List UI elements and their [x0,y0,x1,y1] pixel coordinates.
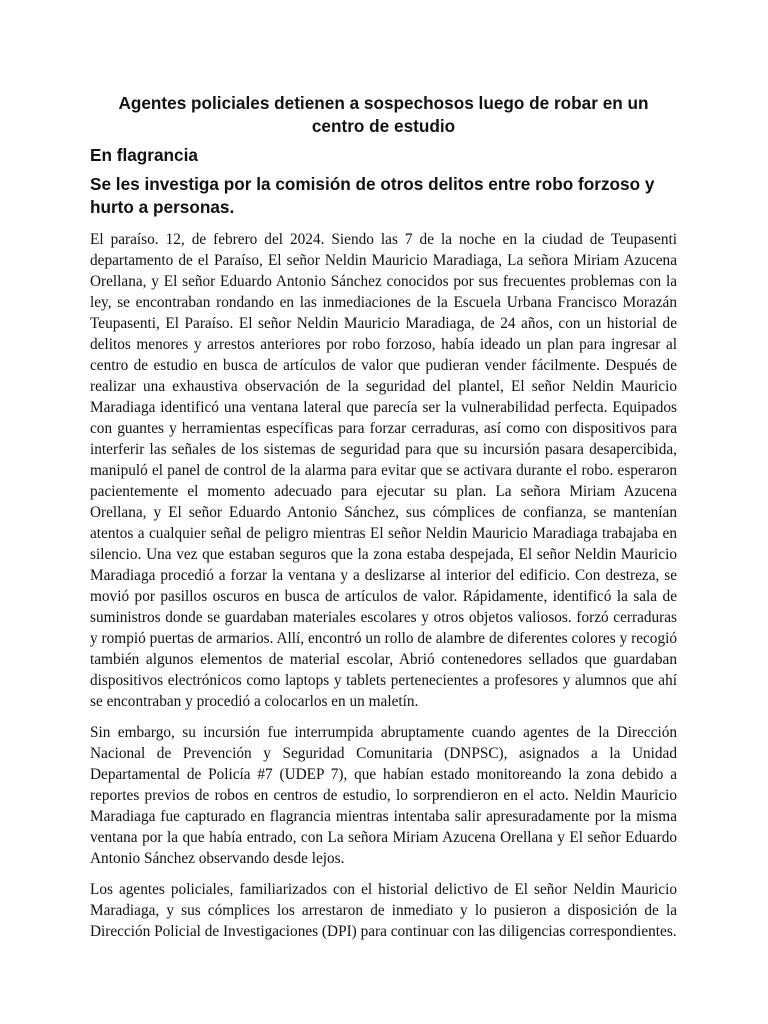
article-title: Agentes policiales detienen a sospechosos luego de robar en un centro de estudio [118,93,649,136]
article-paragraph-3: Los agentes policiales, familiarizados con el historial delictivo de El señor Neldin Mauricio Maradiaga, y sus cómplices los arrestaron de inmediato y lo pusieron a disposición de la Dirección Policial de Investigaciones (DPI) para continuar con las diligencias correspondientes. [90,881,677,940]
article-paragraph-2: Sin embargo, su incursión fue interrumpida abruptamente cuando agentes de la Dirección Nacional de Prevención y Seguridad Comunitaria (DNPSC), asignados a la Unidad Departamental de Policía #7 (UDEP 7), que habían estado monitoreando la zona debido a reportes previos de robos en centros de estudio, lo sorprendieron en el acto. Neldin Mauricio Maradiaga fue capturado en flagrancia mientras intentaba salir apresuradamente por la misma ventana por la que había entrado, con La señora Miriam Azucena Orellana y El señor Eduardo Antonio Sánchez observando desde lejos. [90,724,677,867]
article-kicker: En flagrancia [90,145,198,165]
article-paragraph-1: El paraíso. 12, de febrero del 2024. Siendo las 7 de la noche en la ciudad de Teupasenti departamento de el Paraíso, El señor Neldin Mauricio Maradiaga, La señora Miriam Azucena Orellana, y El señor Eduardo Antonio Sánchez conocidos por sus frecuentes problemas con la ley, se encontraban rondando en las inmediaciones de la Escuela Urbana Francisco Morazán Teupasenti, El Paraíso. El señor Neldin Mauricio Maradiaga, de 24 años, con un historial de delitos menores y arrestos anteriores por robo forzoso, había ideado un plan para ingresar al centro de estudio en busca de artículos de valor que pudieran vender fácilmente. Después de realizar una exhaustiva observación de la seguridad del plantel, El señor Neldin Mauricio Maradiaga identificó una ventana lateral que parecía ser la vulnerabilidad perfecta. Equipados con guantes y herramientas específicas para forzar cerraduras, así como con dispositivos para interferir las señales de los sistemas de seguridad para que su incursión pasara desapercibida, manipuló el panel de control de la alarma para evitar que se activara durante el robo. esperaron pacientemente el momento adecuado para ejecutar su plan. La señora Miriam Azucena Orellana, y El señor Eduardo Antonio Sánchez, sus cómplices de confianza, se mantenían atentos a cualquier señal de peligro mientras El señor Neldin Mauricio Maradiaga trabajaba en silencio. Una vez que estaban seguros que la zona estaba despejada, El señor Neldin Mauricio Maradiaga procedió a forzar la ventana y a deslizarse al interior del edificio. Con destreza, se movió por pasillos oscuros en busca de artículos de valor. Rápidamente, identificó la sala de suministros donde se guardaban materiales escolares y otros objetos valiosos. forzó cerraduras y rompió puertas de armarios. Allí, encontró un rollo de alambre de diferentes colores y recogió también algunos elementos de material escolar, Abrió contenedores sellados que guardaban dispositivos electrónicos como laptops y tablets pertenecientes a profesores y alumnos que ahí se encontraban y procedió a colocarlos en un maletín. [90,231,677,710]
article-subtitle: Se les investiga por la comisión de otros delitos entre robo forzoso y hurto a personas. [90,174,655,217]
